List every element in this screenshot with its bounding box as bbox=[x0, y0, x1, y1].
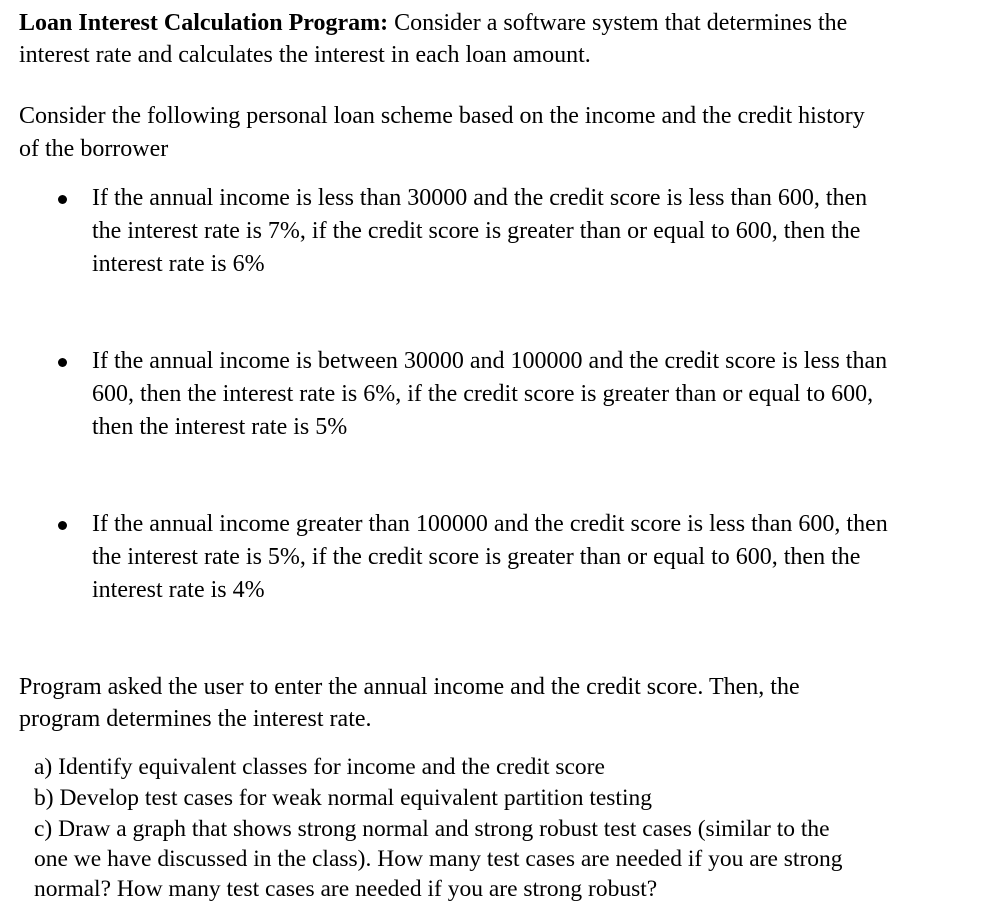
rule-1-line-1: If the annual income is less than 30000 and the credit score is less than 600, then bbox=[92, 185, 868, 211]
bullet-icon bbox=[58, 521, 67, 530]
rule-2-line-3: then the interest rate is 5% bbox=[92, 414, 348, 440]
question-c-line-3: normal? How many test cases are needed if you are strong robust? bbox=[34, 876, 658, 902]
intro-title: Loan Interest Calculation Program: bbox=[19, 10, 389, 36]
intro-text-1: Consider a software system that determines the bbox=[388, 10, 848, 36]
intro-line-1 bbox=[19, 11, 847, 35]
rule-1-line-2: the interest rate is 7%, if the credit score is greater than or equal to 600, then the bbox=[92, 218, 861, 244]
question-b: b) Develop test cases for weak normal equivalent partition testing bbox=[34, 785, 652, 811]
rule-2-line-2: 600, then the interest rate is 6%, if the credit score is greater than or equal to 600, bbox=[92, 381, 874, 407]
program-line-2: program determines the interest rate. bbox=[19, 706, 372, 732]
rule-3-line-1: If the annual income greater than 100000 and the credit score is less than 600, then bbox=[92, 511, 888, 537]
rule-3-line-2: the interest rate is 5%, if the credit score is greater than or equal to 600, then the bbox=[92, 544, 861, 570]
question-c-line-2: one we have discussed in the class). How many test cases are needed if you are strong bbox=[34, 846, 843, 872]
rule-3-line-3: interest rate is 4% bbox=[92, 577, 265, 603]
bullet-icon bbox=[58, 195, 67, 204]
scheme-line-1: Consider the following personal loan scheme based on the income and the credit history bbox=[19, 103, 865, 129]
rule-1-line-3: interest rate is 6% bbox=[92, 251, 265, 277]
question-a: a) Identify equivalent classes for income and the credit score bbox=[34, 754, 605, 780]
program-line-1: Program asked the user to enter the annual income and the credit score. Then, the bbox=[19, 674, 800, 700]
rule-2-line-1: If the annual income is between 30000 and 100000 and the credit score is less than bbox=[92, 348, 888, 374]
intro-line-2: interest rate and calculates the interest in each loan amount. bbox=[19, 42, 591, 68]
bullet-icon bbox=[58, 358, 67, 367]
scheme-line-2: of the borrower bbox=[19, 136, 169, 162]
question-c-line-1: c) Draw a graph that shows strong normal and strong robust test cases (similar to the bbox=[34, 816, 830, 842]
